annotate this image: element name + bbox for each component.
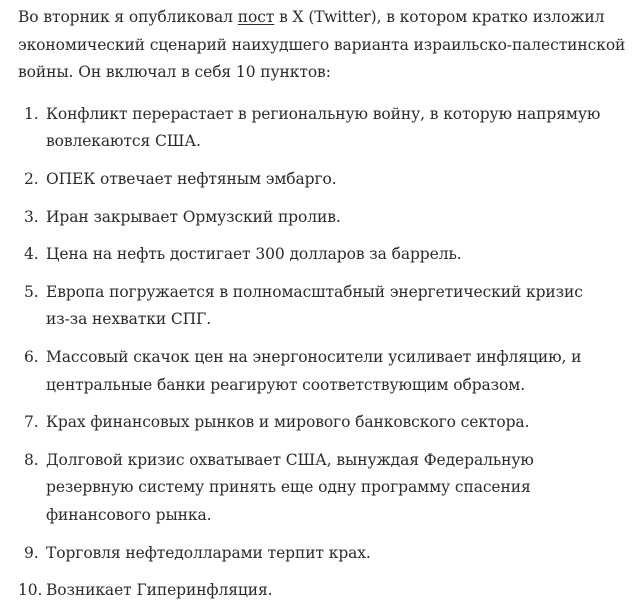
list-item-text: Европа погружается в полномасштабный энергетический кризис из-за нехватки СПГ. [46,282,583,329]
list-item-number: 10. [18,581,43,600]
intro-text-before-link: Во вторник я опубликовал [18,8,238,26]
list-item [18,166,628,194]
list-item-text: Долговой кризис охватывает США, вынуждая Федеральную резервную систему принять еще одну программу спасения финансового рынка. [46,450,534,524]
list-item-text: Возникает Гиперинфляция. [46,581,273,600]
list-item-text: ОПЕК отвечает нефтяным эмбарго. [46,169,337,188]
post-link[interactable]: пост [237,8,275,26]
list-item-number: 4. [24,245,39,264]
list-item-text: Торговля нефтедолларами терпит крах. [46,543,371,562]
list-item-text: Конфликт перерастает в региональную войну, в которую напрямую вовлекаются США. [46,104,601,151]
list-item [18,447,628,530]
list-item [18,204,628,232]
list-item-number: 1. [24,104,39,123]
scenario-list [18,101,628,605]
list-item-text: Цена на нефть достигает 300 долларов за баррель. [46,245,462,264]
list-item-number: 2. [24,169,39,188]
list-item-number: 9. [24,543,39,562]
list-item-number: 6. [24,347,39,366]
list-item [18,101,628,156]
list-item-number: 3. [24,207,39,226]
list-item [18,409,628,437]
list-item [18,577,628,605]
list-item-text: Массовый скачок цен на энергоносители усиливает инфляцию, и центральные банки реагируют соответствующим образом. [46,347,582,394]
list-item [18,540,628,568]
list-item-text: Крах финансовых рынков и мирового банковского сектора. [46,413,530,432]
list-item [18,344,628,399]
list-item-number: 8. [24,450,39,469]
list-item [18,241,628,269]
list-item [18,279,628,334]
intro-paragraph [18,4,628,87]
list-item-number: 7. [24,413,39,432]
article-body [18,4,628,615]
list-item-text: Иран закрывает Ормузский пролив. [46,207,341,226]
list-item-number: 5. [24,282,39,301]
intro-text-after-link: в X (Twitter), в котором кратко изложил экономический сценарий наихудшего варианта израильско-палестинской войны. Он включал в себя 10 пунктов: [18,8,626,82]
